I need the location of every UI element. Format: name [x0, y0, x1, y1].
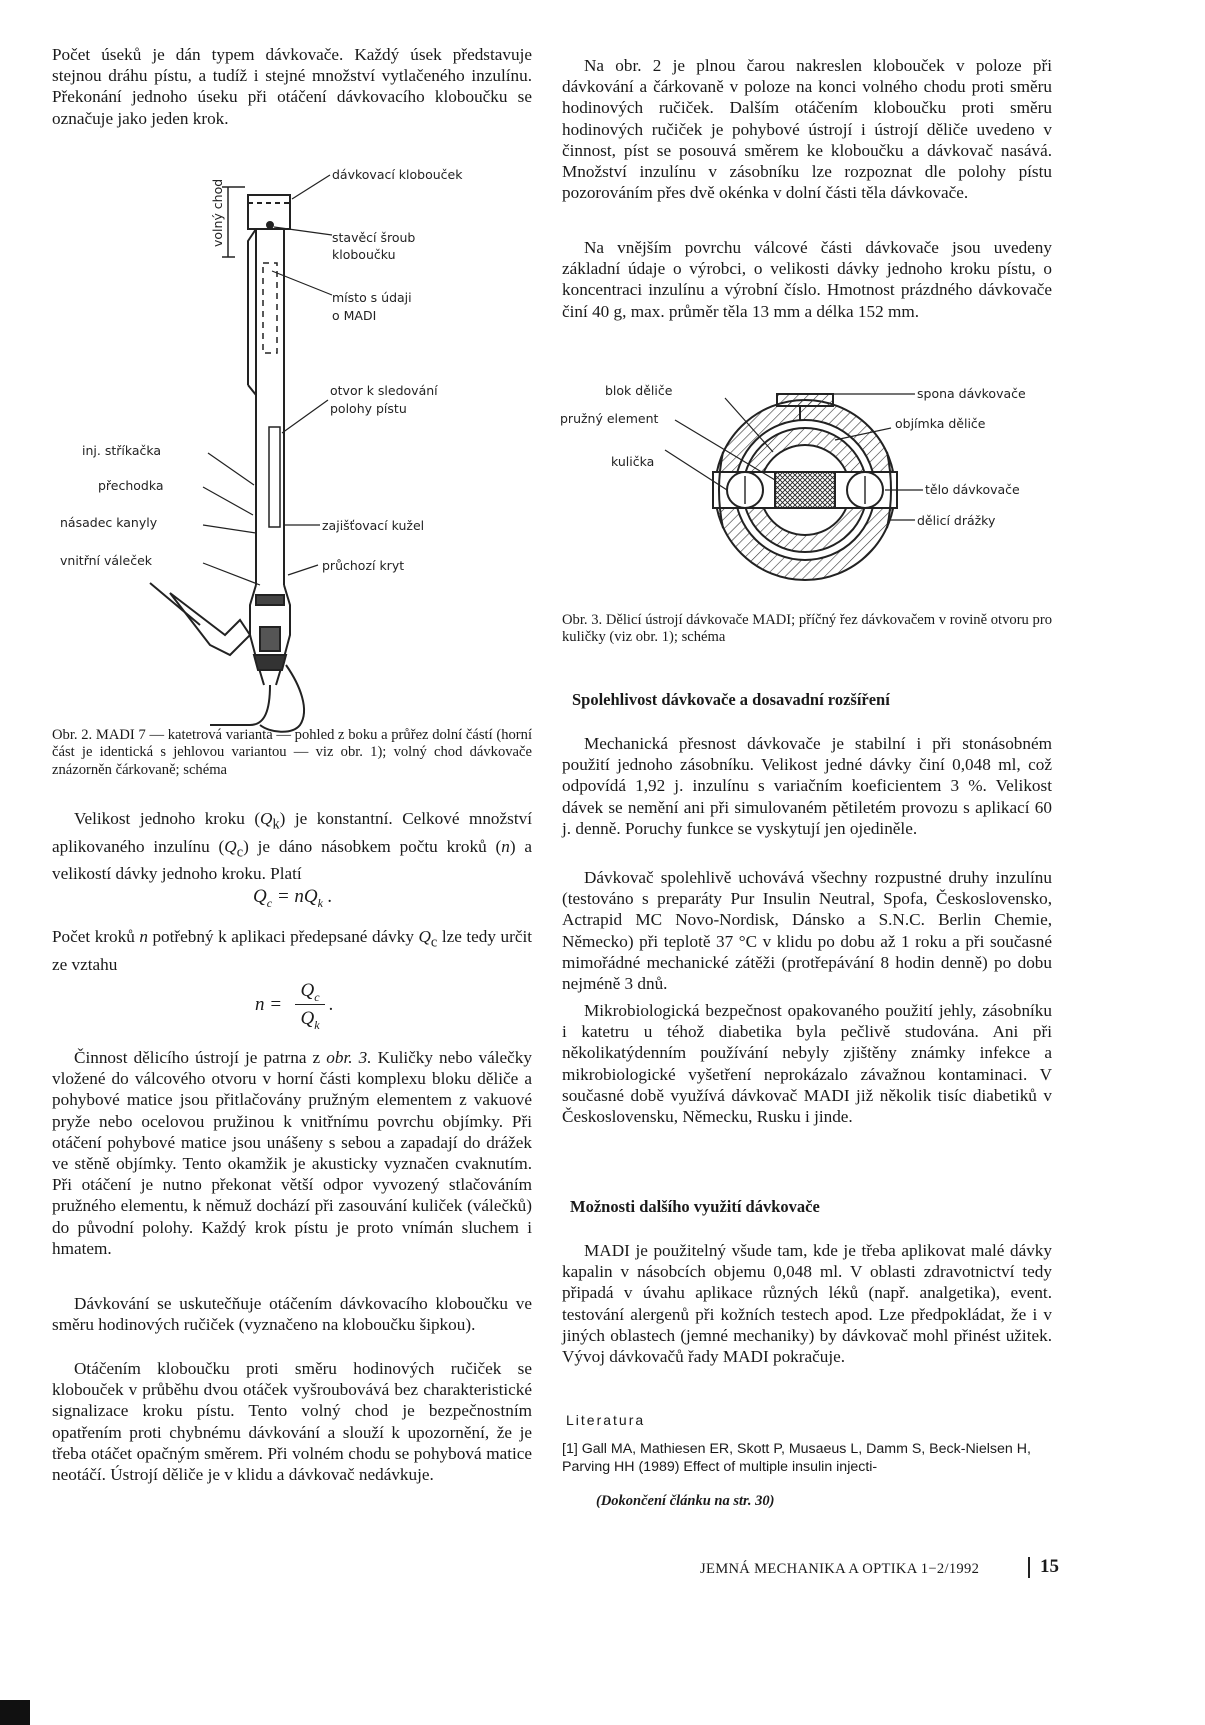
equation-1: $Q_c = nQ_k$ .: [253, 886, 333, 910]
reference-1: [1] Gall MA, Mathiesen ER, Skott P, Musaeus L, Damm S, Beck-Nielsen H, Parving HH (1989) Effect of multiple insulin injecti-: [562, 1441, 1031, 1475]
paragraph-cinnost: Činnost dělicího ústrojí je patrna z obr. 3. Kuličky nebo válečky vložené do válcového otvoru v horní části komplexu bloku děliče a pohybové matice jsou přitlačovány pružným elementem z vakuové pryže nebo ocelovou pružinou k vnitřnímu povrchu objímky. Při otáčení pohybové matice jsou unášeny s sebou a zapadají do drážek ve stěně objímky. Tento okamžik je akusticky vyznačen cvaknutím. Při otáčení je nutno překonat větší odpor vyvozený stlačováním pružného elementu, k němuž dochází při zasouvání kuliček (válečků) do původní polohy. Každý krok pístu je proto vnímán sluchem i hmatem.: [52, 1048, 532, 1258]
label-objimka: objímka děliče: [895, 416, 986, 431]
label-prechodka: přechodka: [98, 478, 164, 493]
paragraph-velikost-kroku: Velikost jednoho kroku $(Q_k)$ je konstantní. Celkové množství aplikovaného inzulínu $(Q_c)$ je dáno násobkem počtu kroků (n) a velikostí dávky jednoho kroku. Platí: [52, 809, 532, 884]
heading-spolehlivost: Spolehlivost dávkovače a dosavadní rozšíření: [572, 690, 890, 709]
page-number: 15: [1040, 1556, 1059, 1577]
figure-2-caption: Obr. 2. MADI 7 — katetrová varianta — pohled z boku a průřez dolní částí (horní část je identická s jehlovou variantou — viz obr. 1); volný chod dávkovače znázorněn čárkovaně; schéma: [52, 727, 532, 778]
label-staveci-sroub-1: stavěcí šroub: [332, 230, 416, 245]
footer-divider: [1028, 1557, 1030, 1578]
label-vnitrni-valecek: vnitřní váleček: [60, 553, 153, 568]
paragraph-povrch: Na vnějším povrchu válcové části dávkovače jsou uvedeny základní údaje o výrobci, o velikosti dávky jednoho kroku pístu, o koncentraci inzulínu a výrobní číslo. Hmotnost prázdného dávkovače činí 40 g, max. průměr těla 13 mm a délka 152 mm.: [562, 238, 1052, 321]
paragraph-mikrobiologicka: Mikrobiologická bezpečnost opakovaného použití jehly, zásobníku i katetru u téhož diabetika byla pečlivě studována. Ani při několikatýdenním používání nebyly zjištěny známky infekce a mikrobiologické vyšetření neprokázalo závažnou kontaminaci. V současné době využívá dávkovač MADI již několik tisíc diabetiků v Československu, Německu, Rusku i jinde.: [562, 1001, 1052, 1127]
label-otvor-2: polohy pístu: [330, 401, 407, 416]
heading-moznosti: Možnosti dalšího využití dávkovače: [570, 1197, 820, 1216]
paragraph-pocet-kroku: Počet kroků n potřebný k aplikaci předepsané dávky $Q_c$ lze tedy určit ze vztahu: [52, 927, 532, 974]
journal-footer: JEMNÁ MECHANIKA A OPTIKA 1−2/1992: [700, 1561, 980, 1577]
paragraph-madi: MADI je použitelný všude tam, kde je třeba aplikovat malé dávky kapalin v násobcích objemu 0,048 ml. V oblasti zdravotnictví tedy připadá v úvahu aplikace různých léků (např. analgetika), event. testování alergenů při kožních testech apod. Lze předpokládat, že i v jiných oblastech (jemné mechaniky) by dávkovač mohl přinést užitek. Vývoj dávkovačů řady MADI pokračuje.: [562, 1241, 1052, 1367]
paragraph-obr2: Na obr. 2 je plnou čarou nakreslen klobouček v poloze při dávkování a čárkovaně v poloze na konci volného chodu proti směru hodinových ručiček. Dalším otáčením kloboučku proti směru hodinových ručiček je pohybové ústrojí i ústrojí děliče uvedeno v činnost, píst se posouvá směrem ke kloboučku a dávkovač nasává. Množství inzulínu v zásobníku lze rozpoznat dle polohy pístu pozorováním přes dvě okénka v dolní části těla dávkovače.: [562, 56, 1052, 203]
figure-3-caption: Obr. 3. Dělicí ústrojí dávkovače MADI; příčný řez dávkovačem v rovině otvoru pro kuličky (viz obr. 1); schéma: [562, 612, 1052, 646]
label-nasadec: násadec kanyly: [60, 515, 158, 530]
label-misto-2: o MADI: [332, 308, 377, 323]
figure-3-diagram: [560, 380, 1035, 610]
label-volny-chod: volný chod: [210, 178, 225, 247]
paragraph-davkovani: Dávkování se uskutečňuje otáčením dávkovacího kloboučku ve směru hodinových ručiček (vyznačeno na kloboučku šipkou).: [52, 1294, 532, 1335]
label-pruzny-element: pružný element: [560, 411, 659, 426]
label-delici-drazky: dělicí drážky: [917, 513, 996, 528]
paragraph-mechanicka: Mechanická přesnost dávkovače je stabilní i při stonásobném použití jednoho zásobníku. Velikost jedné dávky činí 0,048 ml, což odpovídá 1,92 j. inzulínu s variačním koeficientem 3 %. Velikost dávek se nemění ani při simulovaném pětiletém provozu s aplikací 60 j. denně. Poruchy funkce se vyskytují jen ojediněle.: [562, 734, 1052, 838]
label-blok-delice: blok děliče: [605, 383, 673, 398]
paragraph-uchovava: Dávkovač spolehlivě uchovává všechny rozpustné druhy inzulínu (testováno s preparáty Pur Insulin Neutral, Spofa, Československo, Actrapid MC Novo-Nordisk, Dánsko a S.N.C. Berlin Chemie, Německo) při teplotě 37 °C v klidu po dobu až 1 roku a při současné mimořádné mechanické zátěži (protřepávání 8 hodin denně) po dobu nejméně 3 dnů.: [562, 868, 1052, 994]
continuation-note: (Dokončení článku na str. 30): [596, 1493, 775, 1509]
label-misto-1: místo s údaji: [332, 290, 412, 305]
figure-2-diagram: [60, 165, 540, 725]
label-inj-strikacka: inj. stříkačka: [82, 443, 162, 458]
paragraph-otaceni: Otáčením kloboučku proti směru hodinových ručiček se klobouček v průběhu dvou otáček vyšroubovává bez charakteristické signalizace kroku pístu. Tento volný chod je bezpečnostním opatřením proti chybnému dávkování a slouží k upozornění, že je třeba otáčet opačným směrem. Při volném chodu se pohybová matice neotáčí. Ústrojí děliče je v klidu a dávkovač nedávkuje.: [52, 1359, 532, 1485]
label-spona: spona dávkovače: [917, 386, 1026, 401]
label-telo: tělo dávkovače: [925, 482, 1020, 497]
heading-literatura: Literatura: [566, 1412, 646, 1428]
paragraph-intro: Počet úseků je dán typem dávkovače. Každý úsek představuje stejnou dráhu pístu, a tudíž i stejné množství vytlačeného inzulínu. Překonání jednoho úseku při otáčení dávkovacího kloboučku se označuje jako jeden krok.: [52, 45, 532, 128]
label-pruchozi-kryt: průchozí kryt: [322, 558, 405, 573]
label-staveci-sroub-2: kloboučku: [332, 247, 396, 262]
label-otvor-1: otvor k sledování: [330, 383, 438, 398]
label-davkovaci-kloboucek: dávkovací klobouček: [332, 167, 463, 182]
scan-edge-mark: [0, 1700, 30, 1725]
label-kulicka: kulička: [611, 454, 655, 469]
label-zajistovaci-kuzel: zajišťovací kužel: [322, 518, 425, 533]
